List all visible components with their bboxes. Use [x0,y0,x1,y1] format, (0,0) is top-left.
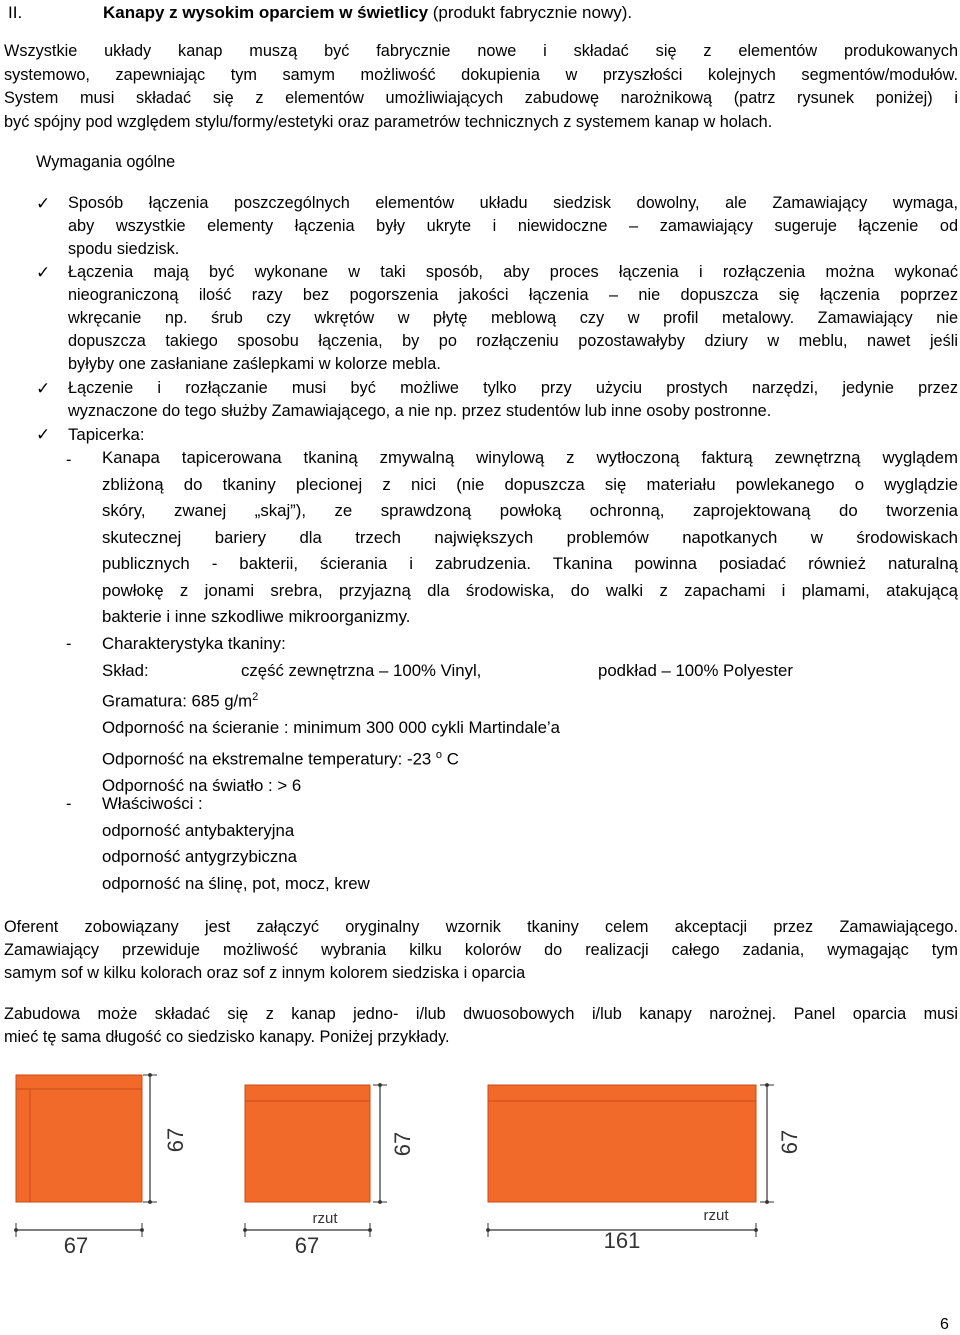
bullet-line: Łączenie i rozłączanie musi być możliwe tylko przy użyciu prostych narzędzi, jedynie przez [68,379,958,397]
upholstery-line: skóry, zwanej „skaj”), ze sprawdzoną powłoką ochronną, zaprojektowaną do tworzenia [102,501,958,520]
properties-title: Właściwości : [102,794,203,813]
corner-backrest-horizontal [16,1075,142,1089]
dash-marker: - [66,451,72,469]
general-requirements-title: Wymagania ogólne [36,153,176,171]
sofa-diagrams [0,1060,960,1290]
offer-line: samym sof w kilku kolorach oraz sof z innym kolorem siedziska i oparcia [4,964,526,982]
upholstery-line: Kanapa tapicerowana tkaniną zmywalną winylową z wytłoczoną fakturą zewnętrzną wyglądem [102,448,958,467]
double-width-label: 161 [603,1228,641,1253]
upholstery-line: bakterie i inne szkodliwe mikroorganizmy. [102,607,411,626]
build-line: mieć tę sama długość co siedzisko kanapy. Poniżej przykłady. [4,1028,450,1046]
double-view-label: rzut [703,1207,729,1224]
upholstery-description [102,445,958,631]
fabric-abrasion: Odporność na ścieranie : minimum 300 000 cykli Martindale’a [102,718,560,738]
check-icon: ✓ [36,379,51,398]
bullet-line: wyznaczone do tego służby Zamawiającego, a nie np. przez studentów lub inne osoby postronne. [68,402,772,420]
property-item: odporność na ślinę, pot, mocz, krew [102,873,370,893]
corner-module-diagram [16,1075,188,1258]
double-seat [488,1085,756,1202]
dash-marker: - [66,795,72,813]
double-backrest [488,1085,756,1101]
corner-width-label: 67 [63,1233,89,1258]
offer-line: Zamawiający przewiduje możliwość wybrania kilku kolorów do realizacji całego zadania, wymagając tym [4,941,958,959]
bullet-line: aby wszystkie elementy łączenia były ukryte i niewidoczne – zamawiający sugeruje łączenie od [68,217,958,235]
intro-paragraph [4,40,958,134]
check-icon: ✓ [36,263,51,282]
corner-backrest-vertical [16,1075,30,1202]
bullet-line: spodu siedzisk. [68,240,180,258]
upholstery-line: skutecznej bariery dla trzech największych problemów napotkanych w środowiskach [102,527,958,547]
upholstery-line: zbliżoną do tkaniny plecionej z nici (nie dopuszcza się materiału powlekanego o wyglądzie [102,474,958,494]
section-title: Kanapy z wysokim oparciem w świetlicy [103,3,429,22]
bullet-line: Sposób łączenia poszczególnych elementów układu siedzisk dowolny, ale Zamawiający wymaga, [68,194,958,212]
build-paragraph [4,1003,958,1049]
composition-lining: podkład – 100% Polyester [598,660,793,680]
intro-line: systemowo, zapewniając tym samym możliwość dokupienia w przyszłości kolejnych segmentów/modułów. [4,65,958,84]
bullet-joining-method [68,192,958,261]
bullet-line: byłyby one zasłaniane zaślepkami w kolorze mebla. [68,355,441,373]
fabric-title: Charakterystyka tkaniny: [102,634,286,653]
intro-line: System musi składać się z elementów umożliwiających zabudowę narożnikową (patrz rysunek poniżej) i [4,89,958,107]
offer-line: Oferent zobowiązany jest załączyć oryginalny wzornik tkaniny celem akceptacji przez Zamawiającego. [4,918,958,936]
single-seat [245,1085,370,1202]
fabric-weight: Gramatura: 685 $g/m^2$ [102,691,259,711]
composition-label: Skład: [102,660,149,680]
fabric-characteristics [102,631,958,799]
upholstery-line: powłokę z jonami srebra, przyjazną dla środowiska, do walki z zapachami i plamami, atakującą [102,580,958,600]
section-heading [8,2,632,24]
fabric-properties [102,791,958,897]
single-depth-label: 67 [390,1131,415,1157]
section-number: II. [8,3,23,22]
bullet-upholstery-title: Tapicerka: [68,425,145,444]
bullet-line: nieograniczoną ilość razy bez pogorszenia jakości łączenia – nie dopuszcza się łączenia poprzez [68,286,958,304]
property-item: odporność antybakteryjna [102,820,295,840]
section-title-suffix: (produkt fabrycznie nowy). [428,3,633,22]
single-width-label: 67 [294,1233,320,1258]
check-icon: ✓ [36,425,51,444]
fabric-light: Odporność na światło : > 6 [102,775,302,795]
corner-depth-label: 67 [163,1127,188,1153]
intro-line: być spójny pod względem stylu/formy/estetyki oraz parametrów technicznych z systemem kanap w holach. [4,112,773,131]
build-line: Zabudowa może składać się z kanap jedno- i/lub dwuosobowych i/lub kanapy narożnej. Panel oparcia musi [4,1005,958,1023]
weight-superscript: 2 [252,691,259,703]
page-number: 6 [940,1316,949,1333]
offer-paragraph [4,916,958,985]
single-view-label: rzut [312,1210,338,1227]
bullet-joining-durability [68,261,958,376]
bullet-line: Łączenia mają być wykonane w taki sposób, aby proces łączenia i rozłączenia można wykonać [68,263,958,281]
fabric-composition [102,658,958,685]
upholstery-line: publicznych - bakterii, ścierania i zabrudzenia. Tkanina powinna posiadać również naturalną [102,554,958,573]
composition-outer: część zewnętrzna – 100% Vinyl, [241,660,482,680]
degree-superscript: o [435,748,443,761]
double-module-diagram [488,1085,802,1253]
bullet-tools [68,377,958,423]
bullet-line: wkręcanie np. śrub czy wkrętów w płytę meblową czy w profil metalowy. Zamawiający nie [68,309,958,327]
corner-seat [16,1075,142,1202]
intro-line: Wszystkie układy kanap muszą być fabrycznie nowe i składać się z elementów produkowanych [4,42,958,60]
property-item: odporność antygrzybiczna [102,847,297,866]
fabric-temperature: Odporność na ekstremalne temperatury: -23 $^o$ C [102,748,459,769]
single-backrest [245,1085,370,1101]
single-module-diagram [245,1085,415,1258]
bullet-line: dopuszcza takiego sposobu łączenia, by po rozłączeniu pozostawałyby dziury w meblu, nawet jeśli [68,332,958,350]
check-icon: ✓ [36,194,51,213]
double-depth-label: 67 [777,1129,802,1155]
dash-marker: - [66,635,72,653]
